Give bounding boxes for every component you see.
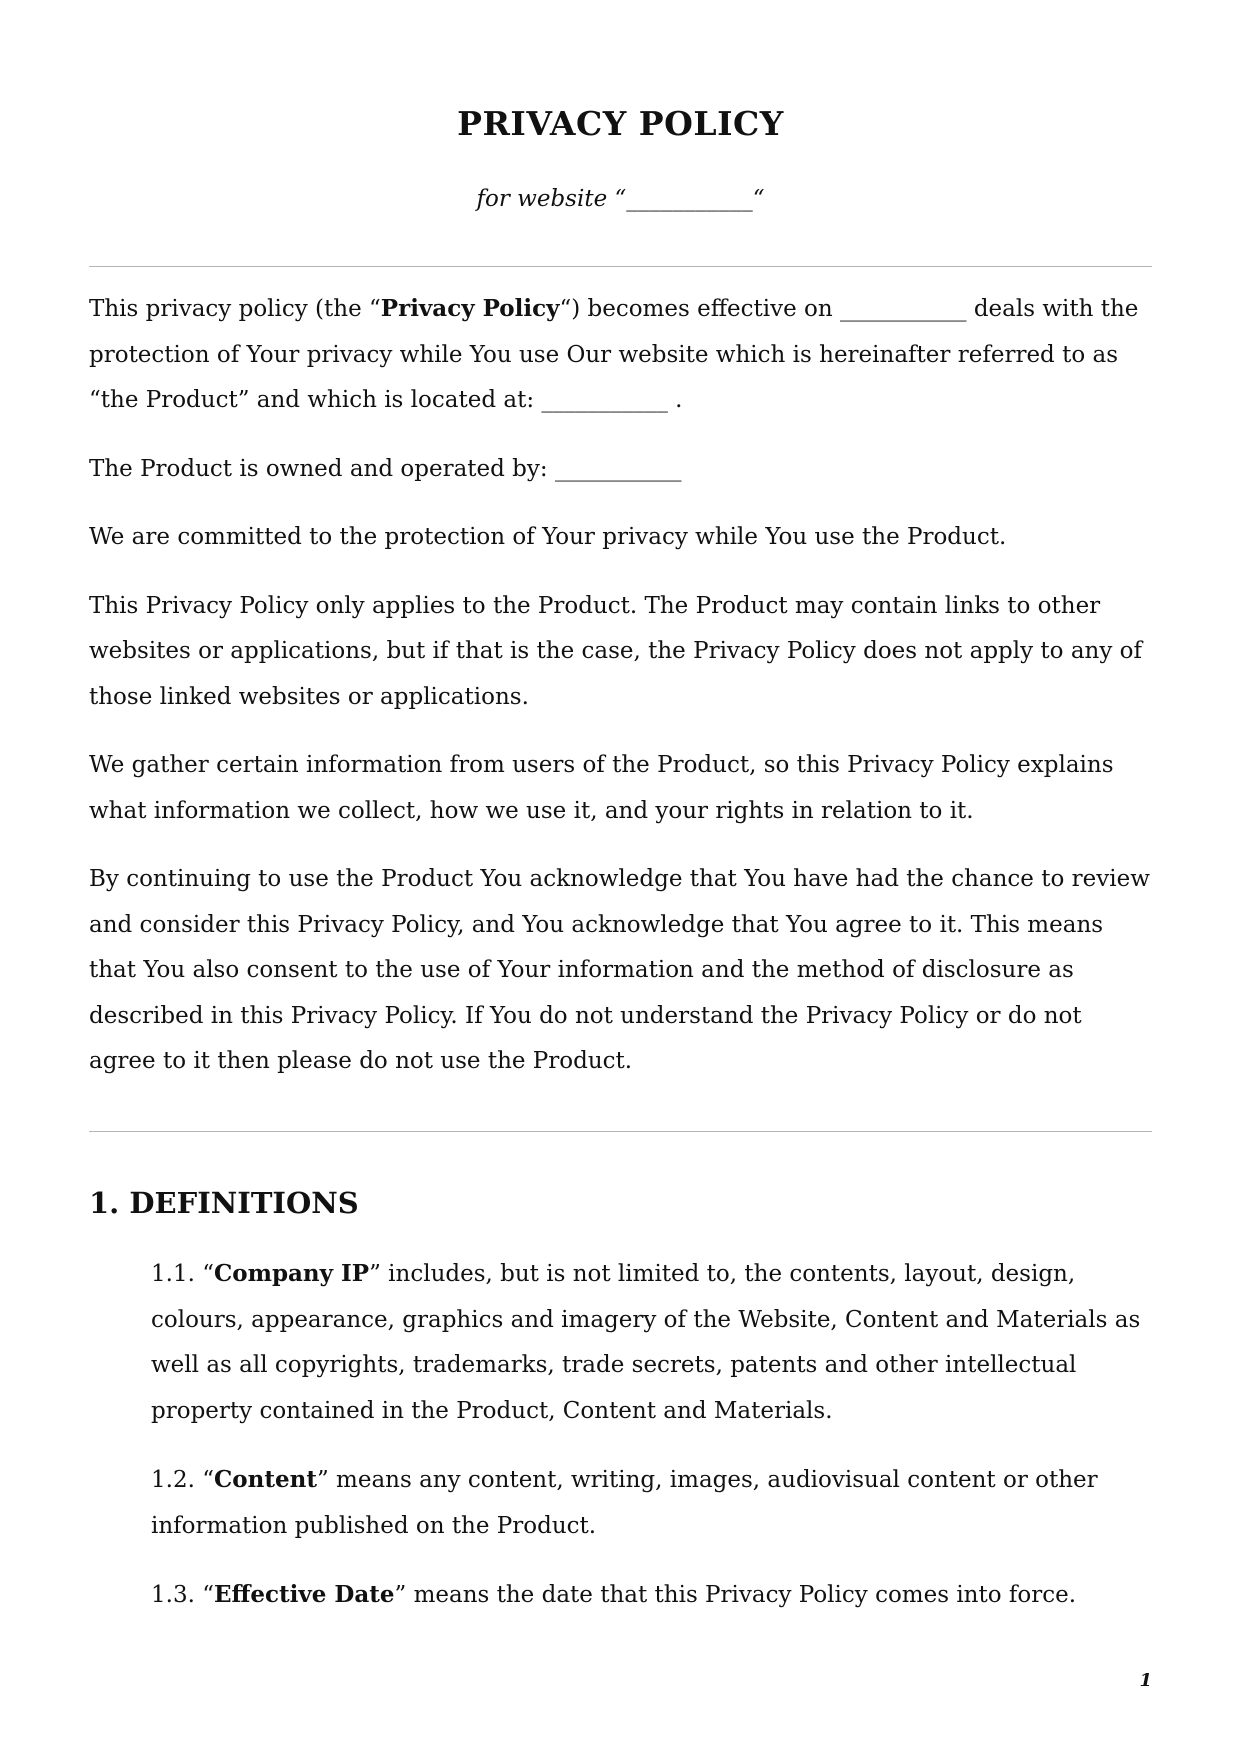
definition-item — [151, 1572, 1152, 1619]
divider-bottom — [89, 1131, 1152, 1132]
intro-paragraph-4: This Privacy Policy only applies to the Product. The Product may contain links to other websites or applications, but if that is the case, the Privacy Policy does not apply to any of those linked websites or applications. — [89, 592, 1143, 710]
definition-number: 1.3. “ — [151, 1582, 214, 1608]
page-number: 1 — [1139, 1670, 1152, 1691]
definition-term: Content — [213, 1466, 317, 1493]
definitions-list — [151, 1251, 1152, 1619]
definition-item — [151, 1251, 1152, 1434]
definition-number: 1.2. “ — [151, 1467, 214, 1493]
page-title: PRIVACY POLICY — [457, 104, 784, 143]
page-subtitle: for website “___________“ — [476, 186, 765, 212]
intro-p1-pre: This privacy policy (the “ — [89, 296, 381, 322]
divider-top — [89, 266, 1152, 267]
intro-paragraph-2: The Product is owned and operated by: ___________ — [89, 455, 682, 482]
intro-section — [89, 286, 1152, 1085]
definition-number: 1.1. “ — [151, 1261, 214, 1287]
definition-term: Effective Date — [213, 1581, 395, 1608]
definition-term: Company IP — [213, 1260, 370, 1287]
intro-p1-bold: Privacy Policy — [380, 295, 560, 322]
definition-item — [151, 1457, 1152, 1549]
intro-paragraph-5: We gather certain information from users of the Product, so this Privacy Policy explains what information we collect, how we use it, and your rights in relation to it. — [89, 752, 1114, 824]
intro-paragraph-1 — [89, 286, 1152, 424]
section-heading-definitions: 1. DEFINITIONS — [89, 1186, 359, 1220]
intro-p1-post: “) becomes effective on ___________ deals with the protection of Your privacy while You use Our website which is hereinafter referred to as “the Product” and which is located at: ___________ . — [89, 296, 1139, 413]
definition-text: ” includes, but is not limited to, the contents, layout, design, colours, appearance, graphics and imagery of the Website, Content and Materials as well as all copyrights, trademarks, trade secrets, patents and other intellectual property contained in the Product, Content and Materials. — [151, 1261, 1141, 1424]
intro-paragraph-3: We are committed to the protection of Your privacy while You use the Product. — [89, 524, 1007, 550]
definition-text: ” means any content, writing, images, audiovisual content or other information published on the Product. — [151, 1467, 1098, 1539]
definition-text: ” means the date that this Privacy Policy comes into force. — [394, 1582, 1077, 1608]
intro-paragraph-6: By continuing to use the Product You acknowledge that You have had the chance to review and consider this Privacy Policy, and You acknowledge that You agree to it. This means that You also consent to the use of Your information and the method of disclosure as described in this Privacy Policy. If You do not understand the Privacy Policy or do not agree to it then please do not use the Product. — [89, 866, 1150, 1074]
